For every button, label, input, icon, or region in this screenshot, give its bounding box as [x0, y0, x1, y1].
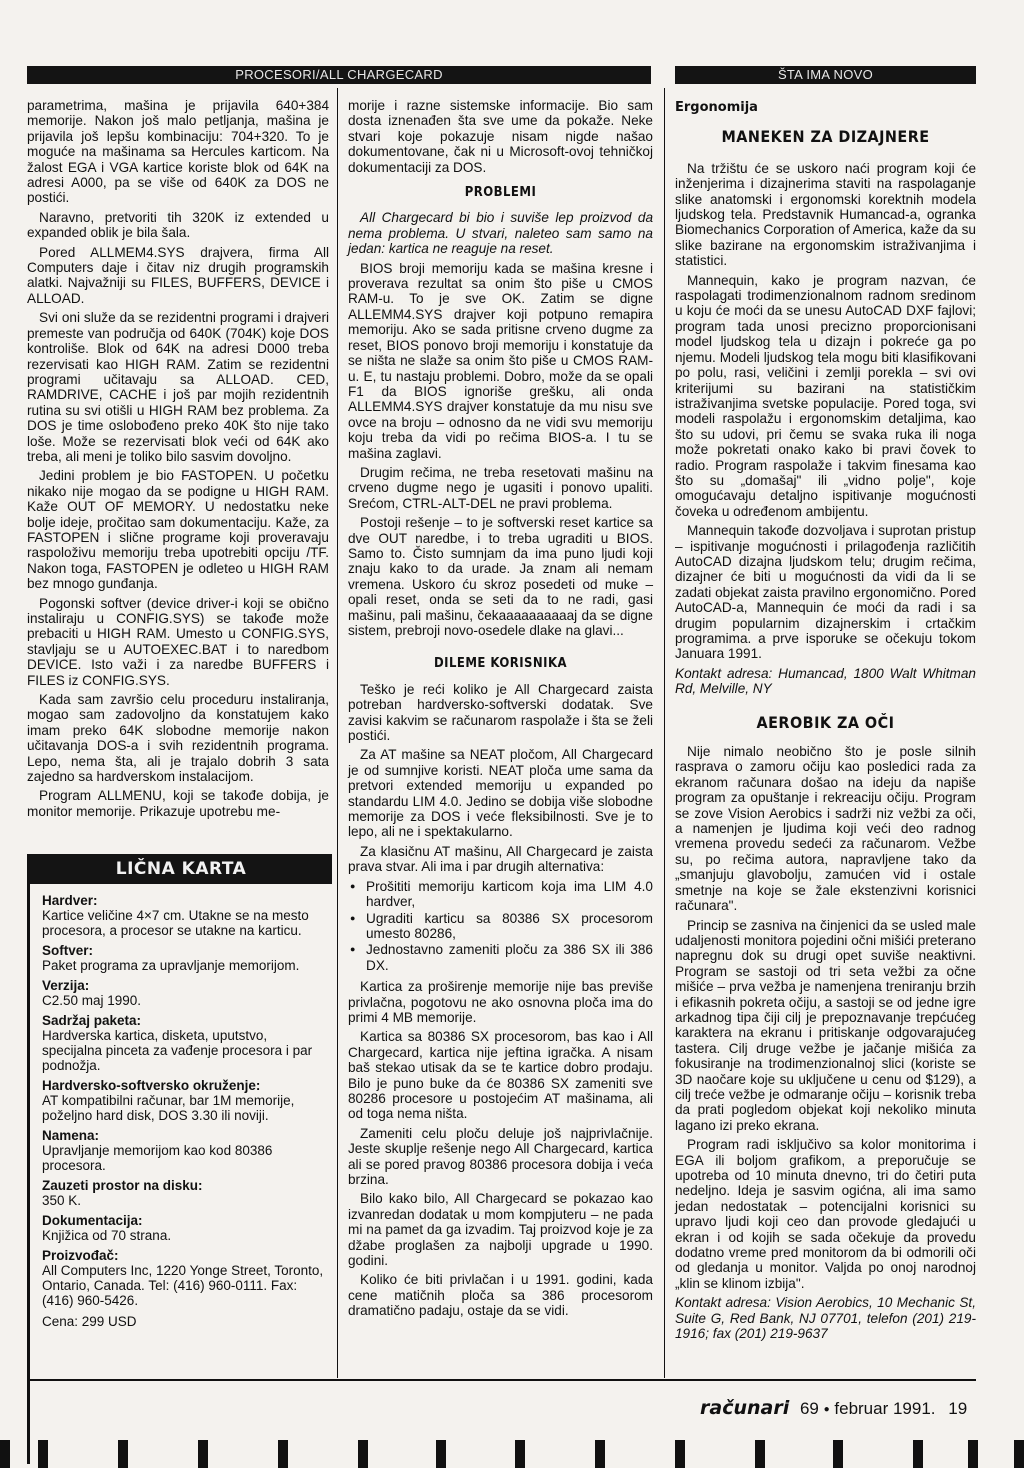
- info-value: All Computers Inc, 1220 Yonge Street, Toronto, Ontario, Canada. Tel: (416) 960-0111. Fax: (416) 960-5426.: [42, 1263, 324, 1308]
- contact-address: Kontakt adresa: Humancad, 1800 Walt Whitman Rd, Melville, NY: [675, 665, 976, 697]
- article-title: MANEKEN ZA DIZAJNERE: [721, 127, 930, 147]
- info-value: AT kompatibilni računar, bar 1M memorije, poželjno hard disk, DOS 3.30 ili noviji.: [42, 1093, 295, 1123]
- info-box: [27, 854, 332, 1464]
- info-label: Hardversko-softversko okruženje:: [42, 1078, 261, 1093]
- paragraph: Za AT mašine sa NEAT pločom, All Chargecard je od sumnjive koristi. NEAT ploča ume sama da pretvori extended memoriju u expanded po standardu LIM 4.0. Jedino se dobija više slobodne memorije za DOS i veće fleksibilnosti. Sve je to lepo, ali ne i spektakularno.: [348, 747, 653, 840]
- paragraph: Drugim rečima, ne treba resetovati mašinu na crveno dugme nego je ugasiti i ponovo upaliti. Srećom, CTRL-ALT-DEL ne pravi problema.: [348, 464, 653, 511]
- bullet-list: [348, 879, 653, 973]
- page-number: 19: [948, 1399, 968, 1418]
- paragraph: Bilo kako bilo, All Chargecard se pokazao kao izvanredan dodatak u mom kompjuteru – ne pada mi na pamet da ga izvadim. Taj proizvod koje je za džabe proglašen za najbolji upgrade u 1990. godini.: [348, 1191, 653, 1269]
- info-box-title: LIČNA KARTA: [30, 854, 332, 884]
- paragraph: Jedini problem je bio FASTOPEN. U početku nikako nije mogao da se podigne u HIGH RAM. Kaže OUT OF MEMORY. U nedostatku neke bolje ideje, pročitao sam dokumentaciju. Kaže, za FASTOPEN i slične programe koji proveravaju raspoloživu memoriju treba upotrebiti opciju /TF. Nakon toga, FASTOPEN je odleteo u HIGH RAM bez mnogo gunđanja.: [27, 468, 329, 592]
- info-value: Upravljanje memorijom kao kod 80386 procesora.: [42, 1143, 273, 1173]
- paragraph: morije i razne sistemske informacije. Bio sam dosta iznenađen šta sve ume da pokaže. Neke stvari koje pokazuje nisam nigde našao dokumentovane, čak ni u Microsoft-ovoj tehničkoj dokumentaciji za DOS.: [348, 98, 653, 175]
- info-label: Namena:: [42, 1128, 100, 1143]
- info-value: Paket programa za upravljanje memorijom.: [42, 958, 300, 973]
- list-item: ● Prošititi memoriju karticom koja ima LIM 4.0 hardver,: [348, 879, 653, 910]
- magazine-logo: računari: [700, 1397, 790, 1419]
- info-label: Zauzeti prostor na disku:: [42, 1178, 203, 1193]
- paragraph: Naravno, pretvoriti tih 320K iz extended u expanded oblik je bila šala.: [27, 209, 329, 241]
- paragraph: Svi oni služe da se rezidentni programi i drajveri premeste van područja od 640K (704K) koje DOS kontroliše. Blok od 64K na adresi D000 treba rezervisati kao HIGH RAM. Zatim se rezidentni programi učitavaju sa ALLOAD. CED, RAMDRIVE, CACHE i još par mojih rezidentnih rutina su svi otišli u HIGH RAM bez problema. Za DOS je time oslobođeno preko 40K što nije tako loše. Može se rezervisati blok veći od 64K ako treba, ali meni je toliko bilo sasvim dovoljno.: [27, 310, 329, 464]
- paragraph: Mannequin takođe dozvoljava i suprotan pristup – ispitivanje mogućnosti i prilagođenja različitih AutoCAD dizajna ljudskom telu; drugim rečima, dizajner će biti u mogućnosti da vidi da li se zadati objekat zaista pravilno ergonomično. Pored AutoCAD-a, Mannequin će moći da radi i sa drugim popularnim dizajnerskim i crtačkim programima. a prve isporuke se očekuju tokom Januara 1991.: [675, 523, 976, 662]
- article-title: AEROBIK ZA OČI: [756, 712, 895, 732]
- info-value: Knjižica od 70 strana.: [42, 1228, 172, 1243]
- article-column-1: [27, 98, 329, 823]
- list-item: ● Jednostavno zameniti ploču za 386 SX ili 386 DX.: [348, 942, 653, 973]
- paragraph: All Chargecard bi bio i suviše lep proizvod da nema problema. U stvari, naleteo sam samo na jedan: kartica ne reaguje na reset.: [348, 210, 653, 257]
- issue-date: februar 1991.: [834, 1399, 936, 1418]
- folio: [700, 1397, 986, 1419]
- footer-rule: [27, 1379, 976, 1381]
- paragraph: Na tržištu će se uskoro naći program koji će inženjerima i dizajnerima staviti na raspolaganje slike anatomski i ergonomski korektnih modela ljudskog tela. Predstavnik Humancad-a, ogranka Biomechanics Corporation of America, kaže da su slike bazirane na ergonomskim istraživanjima i statistici.: [675, 160, 976, 269]
- paragraph: Za klasičnu AT mašinu, All Chargecard je zaista prava stvar. Ali ima i par drugih alternativa:: [348, 843, 653, 875]
- bullet-icon: ●: [823, 1404, 830, 1415]
- paragraph: Pogonski softver (device driver-i koji se obično instaliraju u CONFIG.SYS) se takođe može prebaciti u HIGH RAM. Umesto u CONFIG.SYS, stavljaju se u AUTOEXEC.BAT i to naredbom DEVICE. Isto važi i za naredbe BUFFERS i FILES iz CONFIG.SYS.: [27, 595, 329, 688]
- info-label: Hardver:: [42, 893, 98, 908]
- list-item: ● Ugraditi karticu sa 80386 SX procesorom umesto 80286,: [348, 911, 653, 942]
- paragraph: Koliko će biti privlačan i u 1991. godini, kada cene matičnih ploča sa 386 procesorom dramatično padaju, ostaje da se vidi.: [348, 1272, 653, 1319]
- column-divider: [664, 88, 665, 1378]
- paragraph: Mannequin, kako je program nazvan, će raspolagati trodimenzionalnom radnom sredinom u koju će moći da se unesu AutoCAD DXF fajlovi; program tada unosi precizno proporcionisani model ljudskog tela u dizajn i pokreće ga po njemu. Modeli ljudskog tela mogu biti klasifikovani po polu, rasi, veličini i zemlji porekla – svi ovi kriterijumi su bazirani na statističkim istraživanjima svetske populacije. Pored toga, svi modeli raspolažu i ergonomskim detaljima, kao što su udovi, pri čemu se svaka ruka ili noga može pokretati onako kako bi pravi čovek to radio. Program raspolaže i takvim finesama kao što su „domašaj" ili „vidno polje", koje omogućavaju detaljno ispitivanje mogućnosti čoveka u određenom ambijentu.: [675, 272, 976, 519]
- paragraph: BIOS broji memoriju kada se mašina kresne i proverava rezultat sa onim što piše u CMOS RAM-u. To je sve OK. Zatim se digne ALLEMM4.SYS drajver koji potpuno remapira memoriju. Ako se sada pritisne crveno dugme za reset, BIOS ponovo broji memoriju i konstatuje da se ništa ne slaže sa onim što piše u CMOS RAM-u. E, tu nastaju problemi. Dobro, može da se opali F1 da BIOS ignoriše grešku, ali onda ALLEMM4.SYS drajver konstatuje da mu nisu sve ovce na broju – odnosno da ne vidi svu memoriju koju treba da vidi po rečima BIOS-a. I tu se mašina zaglavi.: [348, 260, 653, 461]
- section-header-right: ŠTA IMA NOVO: [675, 66, 976, 84]
- paragraph: parametrima, mašina je prijavila 640+384 memorije. Nakon još malo petljanja, mašina je prijavila još lepšu kombinaciju: 704+320. To je moguće na mašinama sa Hercules karticom. Na žalost EGA i VGA kartice koriste blok od 64K na adresi A000, pa se više od 640K za DOS ne postići.: [27, 98, 329, 206]
- column-divider: [337, 88, 338, 1378]
- contact-address: Kontakt adresa: Vision Aerobics, 10 Mechanic St, Suite G, Red Bank, NJ 07701, telefon (201) 219-1916; fax (201) 219-9637: [675, 1295, 976, 1342]
- info-label: Softver:: [42, 943, 94, 958]
- info-label: Sadržaj paketa:: [42, 1013, 142, 1028]
- paragraph: Pored ALLMEM4.SYS drajvera, firma All Computers daje i čitav niz drugih programskih alatki. Najvažniji su FILES, BUFFERS, DEVICE i ALLOAD.: [27, 244, 329, 306]
- paragraph: Zameniti celu ploču deluje još najprivlačnije. Jeste skuplje rešenje nego All Chargecard, kartica ali se pored pravog 80386 procesora dobija i veća brzina.: [348, 1125, 653, 1187]
- paragraph: Program radi isključivo sa kolor monitorima i EGA ili boljom grafikom, a preporučuje se upotreba od 10 minuta dnevno, tri do četiri puta nedeljno. Ideja je sasvim ogićna, ali ima samo jedan nedostatak – potencijalni korisnici su upravo ljudi koji ceo dan provode gledajući u ekran i od kojih se sada očekuje da provedu dodatno vreme pred monitorom da bi odmorili oči od gledanja u monitor. Valjda po onoj narodnoj „klin se klinom izbija".: [675, 1137, 976, 1291]
- issue-number: 69: [799, 1399, 819, 1418]
- info-value: Kartice veličine 4×7 cm. Utakne se na mesto procesora, a procesor se utakne na karticu.: [42, 908, 309, 938]
- paragraph: Postoji rešenje – to je softverski reset kartice sa dve OUT naredbe, i to treba ugraditi u BIOS. Samo to. Čisto sumnjam da ima puno ljudi koji znaju kako to da urade. Ja znam ali nemam vremena. Uskoro ću skroz posedeti od muke – opali reset, onda se seti da to ne radi, gasi mašinu, pali mašinu, čekaaaaaaaaaaj da se digne sistem, prebroji novo-osedele dlake na glavi...: [348, 515, 653, 638]
- section-heading: PROBLEMI: [464, 185, 537, 201]
- info-label: Proizvođač:: [42, 1248, 119, 1263]
- article-column-3: [675, 100, 976, 1345]
- price: Cena: 299 USD: [42, 1314, 137, 1329]
- section-header-left: PROCESORI/ALL CHARGECARD: [27, 66, 651, 84]
- paragraph: Kada sam završio celu proceduru instaliranja, mogao sam zadovoljno da konstatujem kako imam preko 64K slobodne memorije nakon učitavanja DOS-a i svih rezidentnih programa. Lepo, nema šta, ali je trajalo dobrih 3 sata zajedno sa hardverskom instalacijom.: [27, 692, 329, 785]
- paragraph: Kartica sa 80386 SX procesorom, bas kao i All Chargecard, kartica nije jeftina igračka. A nisam baš stekao utisak da se te kartice dobro prodaju. Bilo je puno buke da će 80386 SX zameniti sve 80286 procesore u postojećim AT mašinama, ali od toga nema ništa.: [348, 1029, 653, 1122]
- info-label: Dokumentacija:: [42, 1213, 143, 1228]
- section-kicker: Ergonomija: [675, 100, 758, 115]
- paragraph: Program ALLMENU, koji se takođe dobija, je monitor memorije. Prikazuje upotrebu me-: [27, 788, 329, 819]
- paragraph: Kartica za proširenje memorije nije bas previše privlačna, pogotovu ne ako osnovna ploča ima do primi 4 MB memorije.: [348, 979, 653, 1025]
- info-value: Hardverska kartica, disketa, uputstvo, specijalna pinceta za vađenje procesora i par podnožja.: [42, 1028, 313, 1073]
- section-heading: DILEME KORISNIKA: [434, 656, 567, 672]
- info-value: 350 K.: [42, 1193, 82, 1208]
- info-value: C2.50 maj 1990.: [42, 993, 142, 1008]
- paragraph: Princip se zasniva na činjenici da se usled male udaljenosti monitora pojedini očni mišići preterano napregnu dok su drugi opet suviše neaktivni. Program se sastoji od tri seta vežbi za očne mišiće – prva vežba je namenjena treniranju brzih i efikasnih pokreta očiju, a sastoji se od jedne igre arkadnog tipa čiji cilj je prepoznavanje trepćućeg karaktera na ekranu i pritiskanje odgovarajućeg tastera. Cilj druge vežbe je jačanje mišića za fokusiranje na trodimenzionalnoj slici (koriste se 3D naočare koje su uključene u cenu od $129), a cilj treće vežbe je odmaranje očiju – korisnik treba da prati pogledom objekat koji nekoliko minuta lagano izi preko ekrana.: [675, 917, 976, 1133]
- info-label: Verzija:: [42, 978, 90, 993]
- article-column-2: [348, 98, 653, 1323]
- print-registration-marks: [0, 1440, 1024, 1468]
- paragraph: Teško je reći koliko je All Chargecard zaista potreban hardversko-softverski dodatak. Sve zavisi kakvim se računarom raspolaže i šta se želi postići.: [348, 681, 653, 744]
- paragraph: Nije nimalo neobično što je posle silnih rasprava o zamoru očiju kao posledici rada za ekranom računara došao na ideju da napiše program za opuštanje i rekreaciju očiju. Program se zove Vision Aerobics i sadrži niz vežbi za oči, a namenjen je ljudima koji veći deo radnog vremena provedu sedeći za računarom. Vežbe su, po rečima autora, napravljene tako da „smanjuju glavobolju, zamućen vid i ostale smetnje na koje se žale ekstenzivni korisnici računara".: [675, 744, 976, 914]
